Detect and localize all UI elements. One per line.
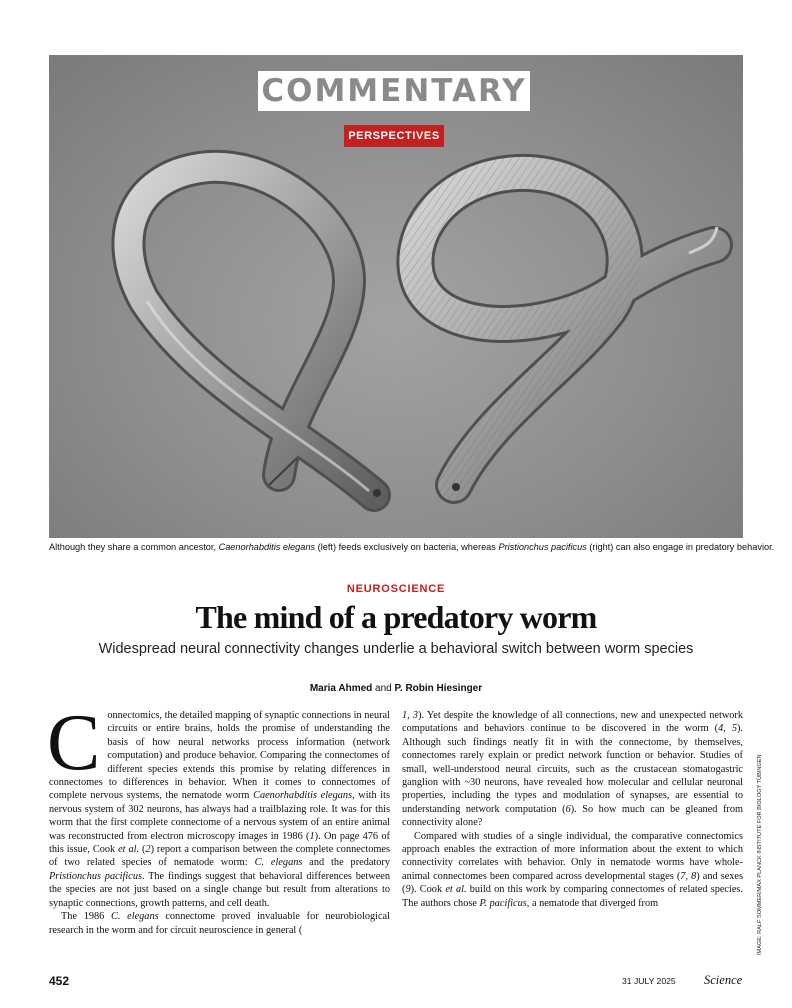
issue-date: 31 JULY 2025 xyxy=(622,976,676,986)
caption-species-left: Caenorhabditis elegans xyxy=(218,542,316,552)
body-italic-text: 4, 5 xyxy=(718,723,737,735)
commentary-label: COMMENTARY xyxy=(261,73,527,109)
commentary-banner xyxy=(258,71,530,111)
body-text: ). So how much can be gleaned from connectivity alone? xyxy=(402,803,743,829)
body-text: ). On page 476 of this issue, Cook xyxy=(49,830,390,856)
body-text: ) report a comparison between the complete connectomes of two related species of nematode worm: xyxy=(49,844,390,869)
perspectives-label: PERSPECTIVES xyxy=(348,130,440,142)
body-text: ) and sexes ( xyxy=(402,870,744,896)
body-text: and the predatory xyxy=(302,857,390,869)
body-italic-text: 7, 8 xyxy=(680,870,697,882)
body-italic-text: C. elegans xyxy=(254,857,303,869)
body-text: ). Yet despite the knowledge of all connections, new and unexpected network computations and behaviors continue to be discovered in the worm ( xyxy=(402,710,743,735)
body-text: Compared with studies of a single individual, the comparative connectomics approach enables the extraction of more information about the extent to which connectivity correlates with behavior. Only in nematode worms have whole-animal connectomes been compared across developmental stages ( xyxy=(402,830,743,882)
body-column-left xyxy=(47,699,390,937)
caption-text: (left) feeds exclusively on bacteria, whereas xyxy=(315,542,499,552)
hero-image xyxy=(49,55,743,538)
body-italic-text: et al. xyxy=(445,884,467,896)
image-credit: IMAGE: RALF SOMMER/MAX PLANCK INSTITUTE FOR BIOLOGY TÜBINGEN xyxy=(757,754,763,955)
body-text: ). Although such findings neatly fit in with the connectome, by themselves, connectomes rarely explain or predict network function or behavior. Studies of small, well-understood neural circuits, such as the crustacean stomatogastric ganglion with ~30 neurons, have revealed how molecular and cellular neuronal properties, including the types and modulation of synapses, are essential to understanding network computation ( xyxy=(402,723,743,815)
figure-caption xyxy=(49,542,775,552)
caption-text: (right) can also engage in predatory behavior. xyxy=(586,542,775,552)
body-italic-text: C. elegans xyxy=(111,911,159,923)
body-italic-text: 6 xyxy=(565,803,571,815)
author-joiner: and xyxy=(372,683,395,694)
drop-cap: C xyxy=(47,699,101,787)
body-paragraph xyxy=(47,699,390,910)
page-number: 452 xyxy=(49,974,70,988)
body-italic-text: 2 xyxy=(145,844,151,856)
author-name: Maria Ahmed xyxy=(309,683,373,694)
article-title: The mind of a predatory worm xyxy=(195,599,597,635)
journal-name: Science xyxy=(704,973,743,987)
body-text: , a nematode that diverged from xyxy=(526,897,659,909)
caption-text: Although they share a common ancestor, xyxy=(49,542,219,552)
right-worm xyxy=(415,173,717,491)
body-text: build on this work by comparing connectomes of related species. The authors chose xyxy=(402,884,743,909)
body-text: , with its nervous system of 302 neurons, has always had a trailblazing role. It was for this worm that the first complete connectome of a nervous system of an entire animal was reconstructed from electron microscopy images in 1986 ( xyxy=(49,790,390,842)
body-text: ). Cook xyxy=(410,884,446,896)
body-text: . The findings suggest that behavioral differences between the species are not just based on a single change but result from alterations to synaptic connections, growth patterns, and cell death. xyxy=(49,870,390,909)
body-italic-text: 9 xyxy=(405,884,411,896)
body-text: connectome proved invaluable for neurobiological research in the worm and for circuit neuroscience in general ( xyxy=(49,911,390,936)
body-italic-text: 1, 3 xyxy=(402,710,419,721)
body-italic-text: et al. xyxy=(118,844,140,856)
body-column-right xyxy=(402,709,743,910)
body-paragraph xyxy=(49,910,390,937)
author-name: P. Robin Hiesinger xyxy=(394,683,483,694)
body-text: The 1986 xyxy=(61,911,112,923)
body-italic-text: 1 xyxy=(309,830,315,842)
body-italic-text: P. pacificus xyxy=(479,897,527,909)
caption-species-right: Pristionchus pacificus xyxy=(498,542,587,552)
body-italic-text: Caenorhabditis elegans xyxy=(253,790,353,802)
left-worm xyxy=(128,167,381,497)
article-dek: Widespread neural connectivity changes underlie a behavioral switch between worm species xyxy=(98,641,694,657)
section-label: NEUROSCIENCE xyxy=(346,583,446,595)
body-text: onnectomics, the detailed mapping of synaptic connections in neural circuits or entire brains, holds the promise of understanding the basis of how neural networks process information (network computation) and produce behavior. Comparing the connectomes of different species extends this promise by relating differences in connectomes to differences in behavior. When it comes to connectomes of complete nervous systems, the nematode worm xyxy=(49,710,390,802)
body-paragraph xyxy=(402,830,743,910)
body-paragraph xyxy=(402,709,743,830)
body-italic-text: Pristionchus pacificus xyxy=(49,870,142,882)
body-text: ( xyxy=(139,844,146,856)
byline xyxy=(0,683,792,694)
perspectives-tag xyxy=(344,125,444,147)
